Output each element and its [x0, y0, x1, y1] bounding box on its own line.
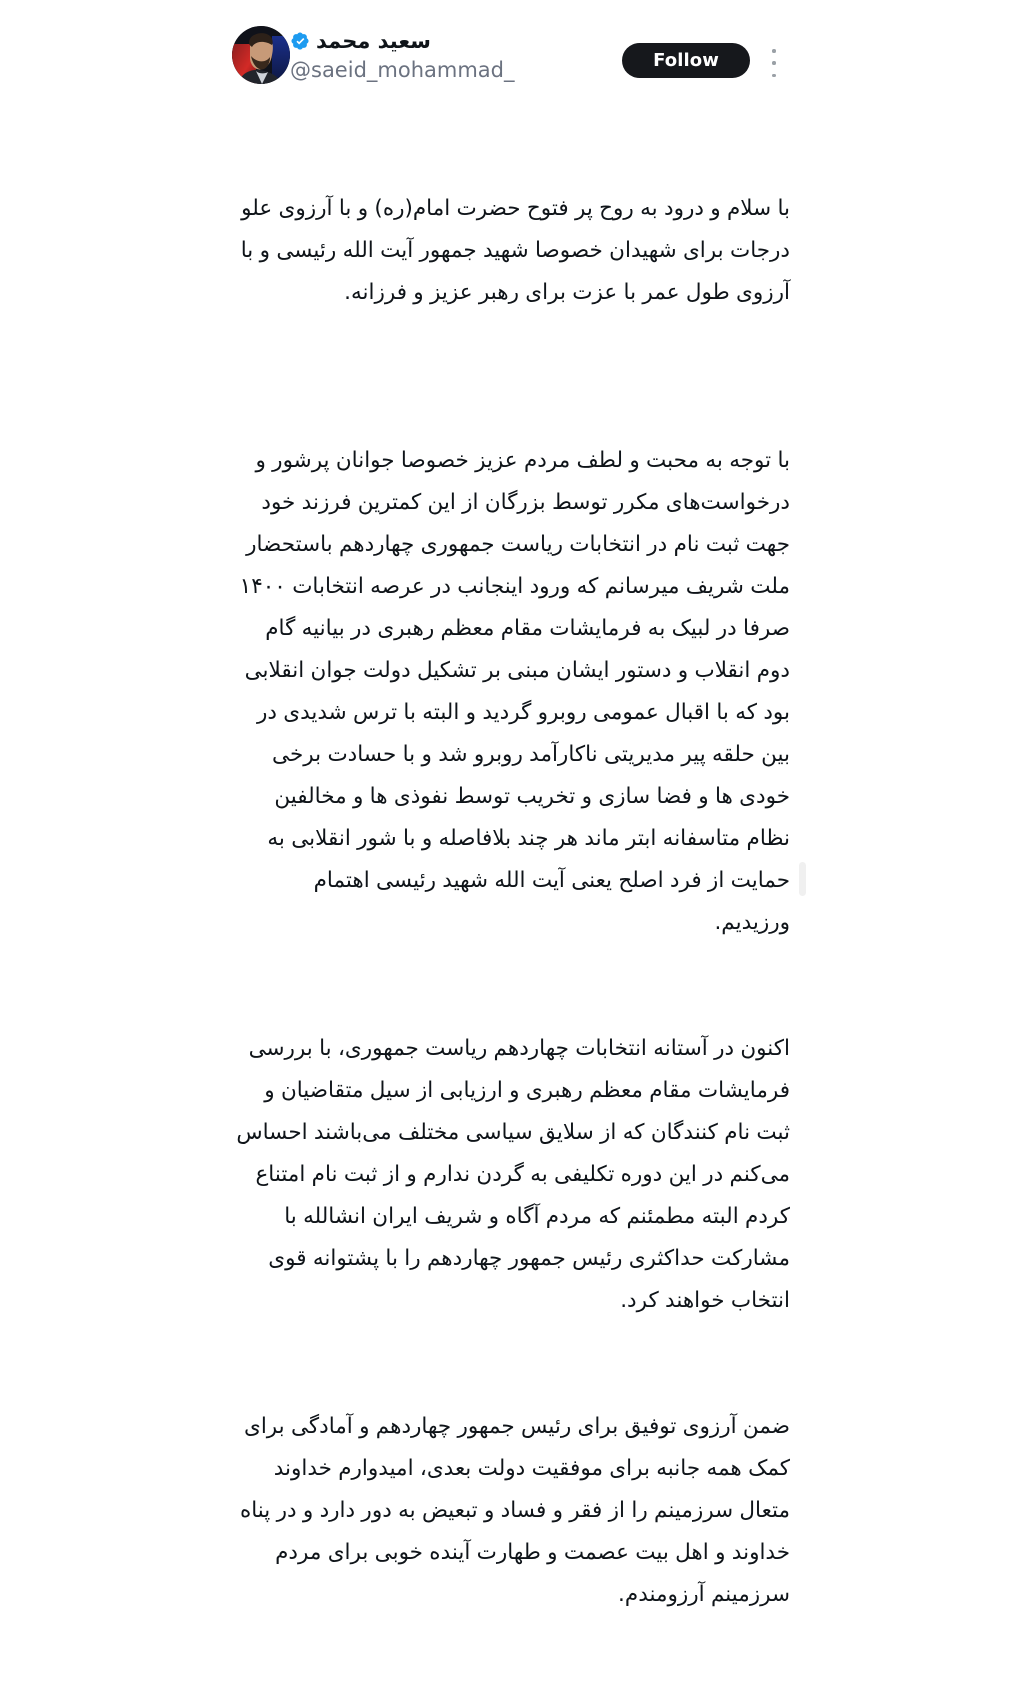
dot-1 [772, 49, 776, 53]
identity-block [290, 26, 515, 85]
tweet-text [232, 104, 790, 1700]
tweet-paragraph: ضمن آرزوی توفیق برای رئیس جمهور چهاردهم و آمادگی برای کمک همه جانبه برای موفقیت دولت بعدی، امیدوارم خداوند متعال سرزمینم را از فقر و فساد و تبعیض به دور دارد و در پناه خداوند و اهل بیت عصمت و طهارت آینده خوبی برای مردم سرزمینم آرزومندم. [233, 1414, 790, 1607]
display-name-row [290, 28, 431, 54]
dot-3 [772, 74, 776, 78]
user-handle[interactable]: @saeid_mohammad_ [290, 58, 515, 82]
tweet-paragraph: با سلام و درود به روح پر فتوح حضرت امام(ره) و با آرزوی علو درجات برای شهیدان خصوصا شهید جمهور آیت الله رئیسی و با آرزوی طول عمر با عزت برای رهبر عزیز و فرزانه. [234, 196, 790, 305]
avatar[interactable] [232, 26, 290, 84]
dot-2 [772, 61, 776, 65]
display-name[interactable]: سعید محمد [316, 29, 431, 53]
avatar-image [232, 26, 290, 84]
tweet-paragraph: اکنون در آستانه انتخابات چهاردهم ریاست جمهوری، با بررسی فرمایشات مقام معظم رهبری و ارزیابی از سیل متقاضیان و ثبت نام کنندگان که از سلایق سیاسی مختلف می‌باشند احساس می‌کنم در این دوره تکلیفی به گردن ندارم و از ثبت نام امتناع کردم البته مطمئنم که مردم آگاه و شریف ایران انشالله با مشارکت حداکثری رئیس جمهور چهاردهم را با پشتوانه قوی انتخاب خواهند کرد. [230, 1036, 790, 1313]
follow-button[interactable]: Follow [622, 43, 750, 78]
scrollbar-thumb[interactable] [799, 862, 806, 896]
more-vertical-icon[interactable] [766, 47, 782, 79]
tweet-paragraph: با توجه به محبت و لطف مردم عزیز خصوصا جوانان پرشور و درخواست‌های مکرر توسط بزرگان از این کمترین فرزند خود جهت ثبت نام در انتخابات ریاست جمهوری چهاردهم باستحضار ملت شریف میرسانم که ورود اینجانب در عرصه انتخابات ۱۴۰۰ صرفا در لبیک به فرمایشات مقام معظم رهبری در بیانیه گام دوم انقلاب و دستور ایشان مبنی بر تشکیل دولت جوان انقلابی بود که با اقبال عمومی روبرو گردید و البته با ترس شدیدی در بین حلقه پیر مدیریتی ناکارآمد روبرو شد و با حسادت برخی خودی ها و فضا سازی و تخریب توسط نفوذی ها و مخالفین نظام متاسفانه ابتر ماند هر چند بلافاصله و با شور انقلابی به حمایت از فرد اصلح یعنی آیت الله شهید رئیسی اهتمام ورزیدیم. [233, 448, 790, 935]
verified-badge-icon [290, 31, 310, 51]
